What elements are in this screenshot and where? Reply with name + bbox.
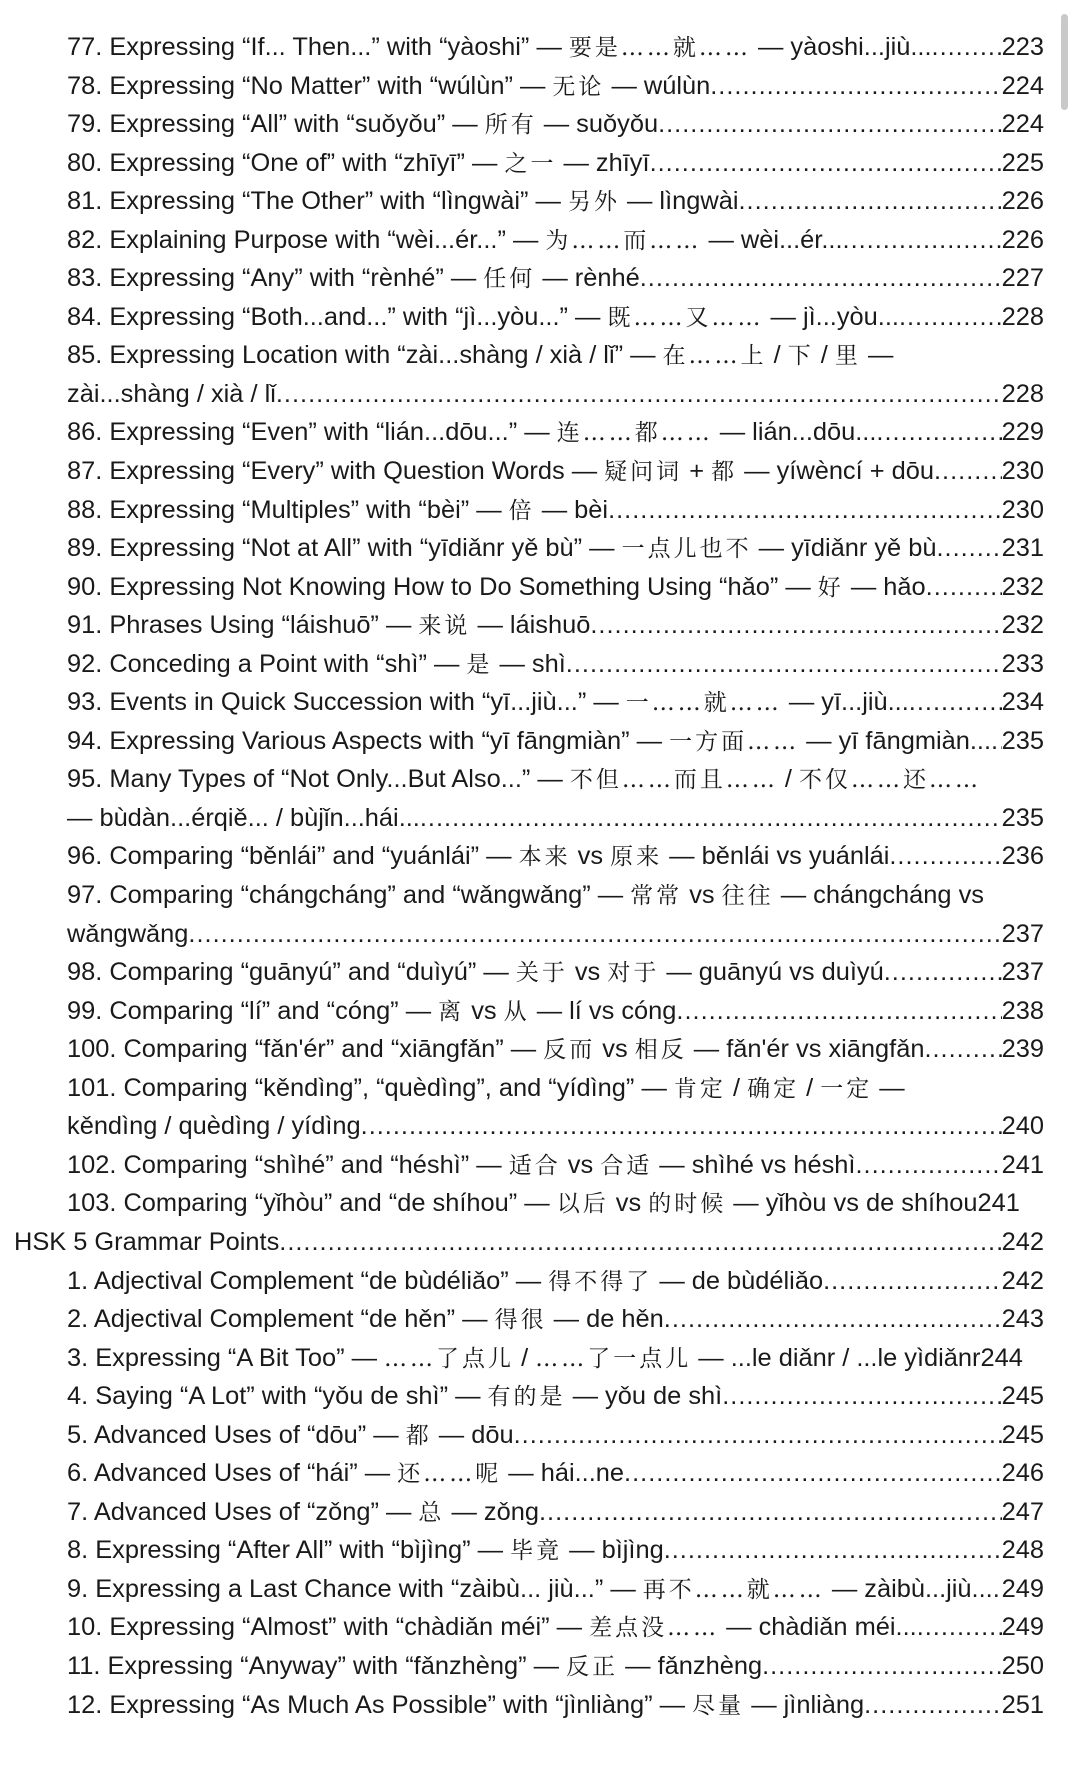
toc-entry[interactable]	[0, 529, 1080, 568]
dot-leader	[991, 722, 1002, 761]
toc-entry-title: 95. Many Types of “Not Only...But Also...” — 不但……而且…… / 不仅……还……	[67, 765, 982, 794]
toc-entry-title: 2. Adjectival Complement “de hěn” — 得很 — de hěn	[67, 1305, 664, 1334]
toc-entry-page-number: 244	[980, 1343, 1023, 1372]
toc-entry[interactable]	[0, 491, 1080, 530]
toc-entry[interactable]	[0, 1300, 1080, 1339]
toc-entry-page-number: 241	[1001, 1150, 1044, 1179]
toc-entry[interactable]	[0, 876, 1080, 915]
toc-entry-title: 77. Expressing “If... Then...” with “yàoshi” — 要是……就…… — yàoshi...jiù...	[67, 33, 932, 61]
dot-leader	[936, 529, 1001, 568]
toc-entry-title: 90. Expressing Not Knowing How to Do Something Using “hǎo” — 好 — hǎo	[67, 572, 926, 601]
toc-entry-page-number: 226	[1001, 225, 1044, 254]
dot-leader	[361, 1107, 1002, 1146]
toc-entry[interactable]	[0, 105, 1080, 144]
toc-entry[interactable]	[0, 722, 1080, 761]
dot-leader	[539, 1493, 1002, 1532]
toc-entry[interactable]	[0, 1339, 1080, 1378]
toc-entry[interactable]	[0, 1030, 1080, 1069]
toc-entry-page-number: 230	[1001, 457, 1044, 486]
dot-leader	[924, 1030, 1001, 1069]
toc-entry-title: 87. Expressing “Every” with Question Words — 疑问词 + 都 — yíwèncí + dōu	[67, 457, 934, 486]
toc-entry-title: kěndìng / quèdìng / yídìng	[67, 1112, 361, 1141]
toc-entry-page-number: 224	[1001, 71, 1044, 100]
toc-entry-page-number: 249	[1001, 1613, 1044, 1642]
dot-leader	[889, 837, 1001, 876]
toc-entry-page-number: 240	[1001, 1112, 1044, 1141]
toc-entry[interactable]	[0, 799, 1080, 838]
dot-leader	[876, 413, 1001, 452]
toc-entry-title: 6. Advanced Uses of “hái” — 还……呢 — hái...ne	[67, 1459, 625, 1488]
toc-entry-title: 98. Comparing “guānyú” and “duìyú” — 关于 vs 对于 — guānyú vs duìyú	[67, 958, 884, 987]
toc-entry[interactable]	[0, 1377, 1080, 1416]
dot-leader	[738, 182, 1001, 221]
toc-entry-title: zài...shàng / xià / lǐ	[67, 379, 276, 408]
toc-entry[interactable]	[0, 221, 1080, 260]
toc-entry-title: 92. Conceding a Point with “shì” — 是 — shì	[67, 649, 566, 678]
dot-leader	[762, 1647, 1002, 1686]
toc-entry[interactable]	[0, 1686, 1080, 1725]
toc-entry[interactable]	[0, 645, 1080, 684]
toc-entry[interactable]	[0, 568, 1080, 607]
toc-entry[interactable]	[0, 915, 1080, 954]
toc-entry-page-number: 247	[1001, 1497, 1044, 1526]
toc-entry[interactable]	[0, 1416, 1080, 1455]
toc-entry[interactable]	[0, 1608, 1080, 1647]
toc-section-heading[interactable]	[0, 1223, 1080, 1262]
toc-entry-title: 12. Expressing “As Much As Possible” with “jìnliàng” — 尽量 — jìnliàng	[67, 1690, 865, 1719]
dot-leader	[664, 1531, 1002, 1570]
toc-entry-page-number: 237	[1001, 958, 1044, 987]
dot-leader	[658, 105, 1002, 144]
toc-entry[interactable]	[0, 1146, 1080, 1185]
dot-leader	[710, 67, 1001, 106]
dot-leader	[993, 1570, 1002, 1609]
toc-entry-page-number: 239	[1001, 1035, 1044, 1064]
toc-entry[interactable]	[0, 1493, 1080, 1532]
toc-entry-title: HSK 5 Grammar Points	[14, 1227, 280, 1256]
dot-leader	[899, 298, 1002, 337]
dot-leader	[843, 221, 1002, 260]
dot-leader	[855, 1146, 1001, 1185]
toc-entry[interactable]	[0, 413, 1080, 452]
toc-entry-title: 79. Expressing “All” with “suǒyǒu” — 所有 — suǒyǒu	[67, 110, 659, 139]
toc-entry[interactable]	[0, 1069, 1080, 1108]
dot-leader	[722, 1377, 1001, 1416]
toc-entry-title: 81. Expressing “The Other” with “lìngwài” — 另外 — lìngwài	[67, 187, 739, 216]
dot-leader	[608, 491, 1002, 530]
toc-entry-title: 9. Expressing a Last Chance with “zàibù... jiù...” — 再不……就…… — zàibù...jiù...	[67, 1574, 993, 1603]
toc-entry[interactable]	[0, 1184, 1080, 1223]
toc-entry-page-number: 245	[1001, 1420, 1044, 1449]
toc-entry[interactable]	[0, 1570, 1080, 1609]
toc-entry-title: 96. Comparing “běnlái” and “yuánlái” — 本来 vs 原来 — běnlái vs yuánlái	[67, 842, 890, 871]
toc-entry-page-number: 236	[1001, 842, 1044, 871]
dot-leader	[932, 28, 1002, 67]
toc-entry-page-number: 235	[1001, 803, 1044, 832]
toc-entry-page-number: 235	[1001, 726, 1044, 755]
toc-entry-page-number: 234	[1001, 688, 1044, 717]
toc-entry-page-number: 230	[1001, 495, 1044, 524]
toc-entry-title: 97. Comparing “chángcháng” and “wǎngwǎng” — 常常 vs 往往 — chángcháng vs	[67, 881, 984, 910]
toc-entry-page-number: 232	[1001, 572, 1044, 601]
toc-entry-title: 82. Explaining Purpose with “wèi...ér...” — 为……而…… — wèi...ér...	[67, 225, 843, 254]
toc-entry-page-number: 245	[1001, 1382, 1044, 1411]
toc-entry-title: wǎngwǎng	[67, 919, 189, 948]
toc-entry-page-number: 248	[1001, 1536, 1044, 1565]
dot-leader	[676, 992, 1001, 1031]
toc-entry-page-number: 226	[1001, 187, 1044, 216]
toc-entry-page-number: 250	[1001, 1651, 1044, 1680]
toc-entry-title: 5. Advanced Uses of “dōu” — 都 — dōu	[67, 1420, 514, 1449]
dot-leader	[926, 568, 1002, 607]
toc-entry-title: 3. Expressing “A Bit Too” — ……了点儿 / ……了一点儿 — ...le diǎnr / ...le yìdiǎnr	[67, 1343, 981, 1372]
toc-entry[interactable]	[0, 1107, 1080, 1146]
toc-entry[interactable]	[0, 1647, 1080, 1686]
toc-entry-title: 94. Expressing Various Aspects with “yī fāngmiàn” — 一方面…… — yī fāngmiàn...	[67, 726, 992, 755]
toc-entry-title: 91. Phrases Using “láishuō” — 来说 — láishuō	[67, 611, 591, 640]
dot-leader	[276, 375, 1002, 414]
toc-entry-page-number: 232	[1001, 611, 1044, 640]
toc-entry-title: 7. Advanced Uses of “zǒng” — 总 — zǒng	[67, 1497, 539, 1526]
table-of-contents	[0, 28, 1080, 1724]
toc-entry[interactable]	[0, 837, 1080, 876]
scrollbar-thumb[interactable]	[1061, 14, 1068, 110]
toc-entry-page-number: 243	[1001, 1305, 1044, 1334]
toc-entry-page-number: 249	[1001, 1574, 1044, 1603]
dot-leader	[188, 915, 1001, 954]
toc-entry[interactable]	[0, 606, 1080, 645]
dot-leader	[514, 1416, 1002, 1455]
toc-entry-title: 86. Expressing “Even” with “lián...dōu...” — 连……都…… — lián...dōu...	[67, 418, 877, 447]
toc-entry-page-number: 229	[1001, 418, 1044, 447]
dot-leader	[566, 645, 1002, 684]
toc-entry-title: 103. Comparing “yǐhòu” and “de shíhou” — 以后 vs 的时候 — yǐhòu vs de shíhou	[67, 1189, 978, 1218]
dot-leader	[864, 1686, 1002, 1725]
toc-entry[interactable]	[0, 683, 1080, 722]
toc-entry-title: 84. Expressing “Both...and...” with “jì...yòu...” — 既……又…… — jì...yòu...	[67, 302, 899, 331]
toc-entry-page-number: 227	[1001, 264, 1044, 293]
toc-entry[interactable]	[0, 760, 1080, 799]
toc-entry[interactable]	[0, 182, 1080, 221]
toc-entry[interactable]	[0, 452, 1080, 491]
toc-entry-page-number: 251	[1001, 1690, 1044, 1719]
toc-entry-page-number: 225	[1001, 148, 1044, 177]
toc-entry-page-number: 241	[977, 1189, 1020, 1218]
toc-entry[interactable]	[0, 1454, 1080, 1493]
dot-leader	[884, 953, 1002, 992]
toc-entry[interactable]	[0, 144, 1080, 183]
toc-entry[interactable]	[0, 992, 1080, 1031]
toc-entry[interactable]	[0, 1262, 1080, 1301]
dot-leader	[934, 452, 1002, 491]
dot-leader	[640, 259, 1002, 298]
toc-entry[interactable]	[0, 336, 1080, 375]
toc-entry-title: 1. Adjectival Complement “de bùdéliǎo” — 得不得了 — de bùdéliǎo	[67, 1266, 824, 1295]
toc-entry-page-number: 233	[1001, 649, 1044, 678]
toc-entry-title: 80. Expressing “One of” with “zhīyī” — 之一 — zhīyī	[67, 148, 650, 177]
toc-entry-page-number: 231	[1001, 534, 1044, 563]
toc-entry-page-number: 224	[1001, 110, 1044, 139]
toc-entry[interactable]	[0, 1531, 1080, 1570]
toc-entry-title: 85. Expressing Location with “zài...shàng / xià / lǐ” — 在……上 / 下 / 里 —	[67, 341, 894, 370]
toc-entry-page-number: 228	[1001, 302, 1044, 331]
toc-entry-title: 100. Comparing “fǎn'ér” and “xiāngfǎn” — 反而 vs 相反 — fǎn'ér vs xiāngfǎn	[67, 1035, 925, 1064]
dot-leader	[420, 799, 1002, 838]
toc-entry-title: 101. Comparing “kěndìng”, “quèdìng”, and “yídìng” — 肯定 / 确定 / 一定 —	[67, 1073, 905, 1102]
dot-leader	[279, 1223, 1001, 1262]
dot-leader	[823, 1262, 1002, 1301]
toc-entry-page-number: 242	[1001, 1266, 1044, 1295]
dot-leader	[664, 1300, 1002, 1339]
dot-leader	[917, 1608, 1002, 1647]
toc-entry[interactable]	[0, 259, 1080, 298]
toc-entry-page-number: 223	[1001, 33, 1044, 61]
toc-entry-page-number: 228	[1001, 379, 1044, 408]
toc-entry-title: — bùdàn...érqiě... / bùjǐn...hái...	[67, 803, 420, 832]
toc-entry[interactable]	[0, 67, 1080, 106]
toc-entry-title: 78. Expressing “No Matter” with “wúlùn” — 无论 — wúlùn	[67, 71, 711, 100]
dot-leader	[650, 144, 1002, 183]
toc-entry-title: 11. Expressing “Anyway” with “fǎnzhèng” — 反正 — fǎnzhèng	[67, 1651, 763, 1680]
toc-entry-page-number: 242	[1001, 1227, 1044, 1256]
toc-entry[interactable]	[0, 953, 1080, 992]
toc-entry-title: 10. Expressing “Almost” with “chàdiǎn méi” — 差点没…… — chàdiǎn méi...	[67, 1613, 917, 1642]
toc-entry-page-number: 238	[1001, 996, 1044, 1025]
dot-leader	[590, 606, 1001, 645]
toc-entry[interactable]	[0, 298, 1080, 337]
toc-entry-title: 4. Saying “A Lot” with “yǒu de shì” — 有的是 — yǒu de shì	[67, 1382, 723, 1411]
toc-entry[interactable]	[0, 28, 1080, 67]
toc-entry-title: 102. Comparing “shìhé” and “héshì” — 适合 vs 合适 — shìhé vs héshì	[67, 1150, 856, 1179]
dot-leader	[624, 1454, 1002, 1493]
toc-entry-title: 83. Expressing “Any” with “rènhé” — 任何 — rènhé	[67, 264, 640, 293]
toc-entry-page-number: 237	[1001, 919, 1044, 948]
toc-entry-title: 99. Comparing “lí” and “cóng” — 离 vs 从 — lí vs cóng	[67, 996, 677, 1025]
toc-entry[interactable]	[0, 375, 1080, 414]
toc-entry-title: 88. Expressing “Multiples” with “bèi” — 倍 — bèi	[67, 495, 609, 524]
toc-entry-title: 89. Expressing “Not at All” with “yīdiǎnr yě bù” — 一点儿也不 — yīdiǎnr yě bù	[67, 534, 937, 563]
toc-entry-title: 8. Expressing “After All” with “bìjìng” — 毕竟 — bìjìng	[67, 1536, 664, 1565]
toc-entry-title: 93. Events in Quick Succession with “yī...jiù...” — 一……就…… — yī...jiù...	[67, 688, 909, 717]
toc-entry-page-number: 246	[1001, 1459, 1044, 1488]
dot-leader	[909, 683, 1002, 722]
